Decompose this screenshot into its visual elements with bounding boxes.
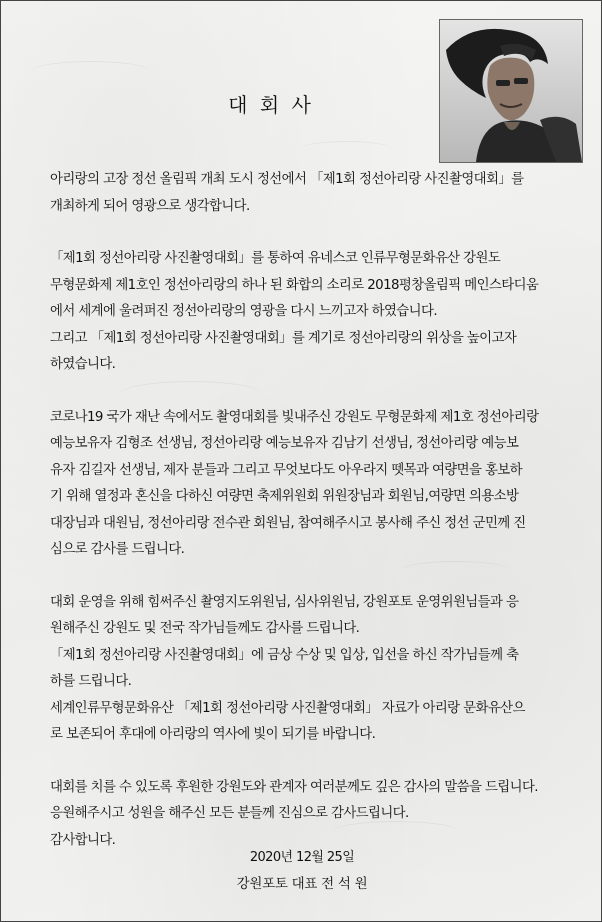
author-portrait (439, 19, 583, 163)
paper-fiber (301, 141, 391, 156)
letter-body (50, 167, 570, 880)
paragraph-thanks-guests (50, 405, 570, 564)
text-line: 예능보유자 김형조 선생님, 정선아리랑 예능보유자 김남기 선생님, 정선아리랑 예능보 (50, 436, 519, 451)
letter-signature: 강원포토 대표 전 석 원 (236, 876, 368, 892)
paragraph-intro (50, 167, 570, 220)
text-line: 원해주신 강원도 및 전국 작가님들께도 감사를 드립니다. (50, 621, 360, 636)
text-line: 무형문화제 제1호인 정선아리랑의 하나 된 화합의 소리로 2018평창올림픽 메인스타디움 (50, 277, 539, 293)
text-line: 그리고 「제1회 정선아리랑 사진촬영대회」를 계기로 정선아리랑의 위상을 높이고자 (50, 330, 517, 346)
text-line: 아리랑의 고장 정선 올림픽 개최 도시 정선에서 「제1회 정선아리랑 사진촬영대회」를 (50, 172, 524, 187)
paragraph-closing (50, 775, 570, 855)
text-line: 세계인류무형문화유산 「제1회 정선아리랑 사진촬영대회」 자료가 아리랑 문화유산으 (50, 700, 525, 716)
text-line: 개최하게 되어 영광으로 생각합니다. (50, 198, 250, 214)
text-line: 심으로 감사를 드립니다. (50, 542, 185, 557)
text-line: 「제1회 정선아리랑 사진촬영대회」에 금상 수상 및 입상, 입선을 하신 작가님들께 축 (50, 647, 519, 663)
text-line: 「제1회 정선아리랑 사진촬영대회」를 통하여 유네스코 인류무형문화유산 강원도 (50, 251, 501, 266)
text-line: 감사합니다. (50, 832, 116, 848)
text-line: 하였습니다. (50, 357, 116, 372)
text-line: 대장님과 대원님, 정선아리랑 전수관 회원님, 참여해주시고 봉사해 주신 정선 군민께 진 (50, 515, 526, 531)
text-line: 로 보존되어 후대에 아리랑의 역사에 빛이 되기를 바랍니다. (50, 727, 376, 742)
portrait-photo (440, 20, 582, 162)
text-line: 기 위해 열정과 혼신을 다하신 여량면 축제위원회 위원장님과 회원님,여량면 의용소방 (50, 489, 519, 504)
text-line: 하를 드립니다. (50, 674, 132, 689)
text-line: 대회 운영을 위해 힘써주신 촬영지도위원님, 심사위원님, 강원포토 운영위원님들과 응 (50, 594, 519, 610)
paragraph-thanks-staff (50, 590, 570, 749)
text-line: 유자 김길자 선생님, 제자 분들과 그리고 무엇보다도 아우라지 뗏목과 여량면을 홍보하 (50, 462, 522, 478)
paragraph-purpose (50, 246, 570, 379)
page-title: 대 회 사 (228, 93, 314, 117)
letter-footer (1, 845, 602, 897)
paper-fiber (31, 61, 151, 82)
text-line: 대회를 치를 수 있도록 후원한 강원도와 관계자 여러분께도 깊은 감사의 말씀을 드립니다. (50, 779, 538, 795)
text-line: 코로나19 국가 재난 속에서도 촬영대회를 빛내주신 강원도 무형문화제 제1호 정선아리랑 (50, 409, 539, 425)
text-line: 응원해주시고 성원을 해주신 모든 분들께 진심으로 감사드립니다. (50, 806, 409, 821)
text-line: 에서 세계에 울려퍼진 정선아리랑의 영광을 다시 느끼고자 하였습니다. (50, 304, 437, 319)
letter-date: 2020년 12월 25일 (249, 850, 355, 865)
